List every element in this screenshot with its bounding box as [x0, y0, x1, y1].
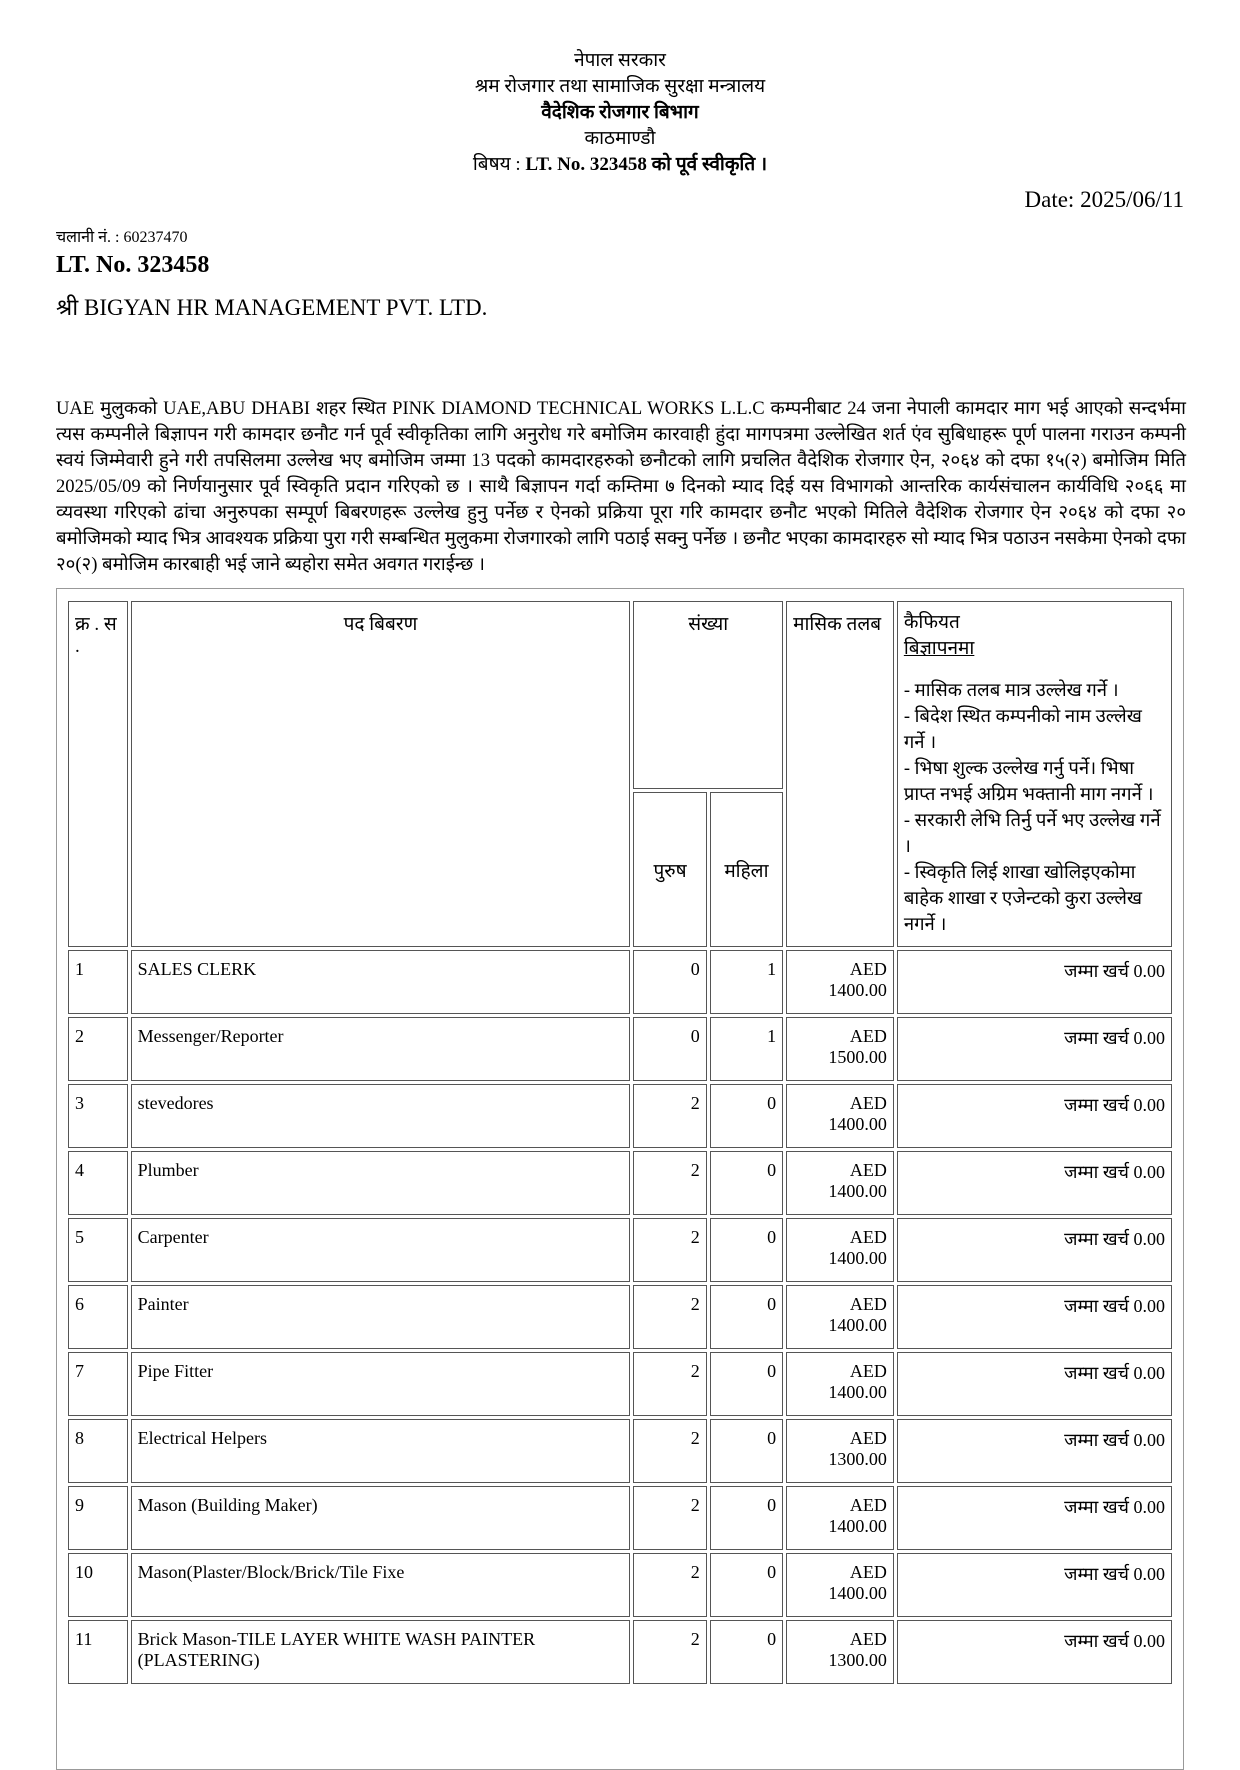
cell-male: 2	[633, 1084, 706, 1148]
subject-title: LT. No. 323458 को पूर्व स्वीकृति ।	[525, 154, 768, 175]
cell-male: 2	[633, 1151, 706, 1215]
col-header-remarks	[897, 601, 1172, 947]
salary-currency: AED	[849, 1629, 887, 1649]
dispatch-number: चलानी नं. : 60237470	[56, 229, 188, 246]
table-row	[68, 1486, 1172, 1550]
header-subject	[0, 152, 1240, 178]
cell-male: 0	[633, 950, 706, 1014]
table-row	[68, 1553, 1172, 1617]
cell-remark: जम्मा खर्च 0.00	[897, 1553, 1172, 1617]
col-header-sn: क्र . स .	[68, 601, 128, 947]
cell-post: Painter	[131, 1285, 631, 1349]
remarks-note: - सरकारी लेभि तिर्नु पर्ने भए उल्लेख गर्ने ।	[903, 811, 1161, 857]
cell-male: 2	[633, 1553, 706, 1617]
table-row	[68, 1620, 1172, 1684]
cell-post: stevedores	[131, 1084, 631, 1148]
salary-amount: 1400.00	[828, 1181, 887, 1201]
cell-remark: जम्मा खर्च 0.00	[897, 1352, 1172, 1416]
col-header-post: पद बिबरण	[131, 601, 631, 947]
col-header-count: संख्या	[633, 601, 783, 789]
cell-remark: जम्मा खर्च 0.00	[897, 1486, 1172, 1550]
cell-salary	[786, 950, 894, 1014]
cell-female: 0	[710, 1352, 783, 1416]
cell-male: 2	[633, 1486, 706, 1550]
salary-amount: 1400.00	[828, 1382, 887, 1402]
letter-date: Date: 2025/06/11	[1024, 187, 1184, 212]
cell-post: Plumber	[131, 1151, 631, 1215]
addressee: श्री BIGYAN HR MANAGEMENT PVT. LTD.	[56, 295, 488, 320]
salary-currency: AED	[849, 1160, 887, 1180]
cell-female: 1	[710, 1017, 783, 1081]
cell-remark: जम्मा खर्च 0.00	[897, 950, 1172, 1014]
cell-post: Pipe Fitter	[131, 1352, 631, 1416]
cell-female: 0	[710, 1419, 783, 1483]
cell-sn: 1	[68, 950, 128, 1014]
salary-currency: AED	[849, 1562, 887, 1582]
cell-female: 1	[710, 950, 783, 1014]
salary-amount: 1400.00	[828, 1248, 887, 1268]
cell-sn: 4	[68, 1151, 128, 1215]
cell-remark: जम्मा खर्च 0.00	[897, 1285, 1172, 1349]
col-header-female: महिला	[710, 792, 783, 947]
cell-post: Mason(Plaster/Block/Brick/Tile Fixe	[131, 1553, 631, 1617]
jobs-table	[65, 598, 1175, 1687]
cell-remark: जम्मा खर्च 0.00	[897, 1084, 1172, 1148]
remarks-note: - स्विकृति लिई शाखा खोलिइएकोमा बाहेक शाखा र एजेन्टको कुरा उल्लेख नगर्ने ।	[903, 863, 1143, 935]
cell-sn: 5	[68, 1218, 128, 1282]
salary-currency: AED	[849, 1093, 887, 1113]
cell-male: 2	[633, 1620, 706, 1684]
cell-sn: 2	[68, 1017, 128, 1081]
salary-amount: 1400.00	[828, 980, 887, 1000]
header-government: नेपाल सरकार	[574, 50, 666, 71]
cell-sn: 9	[68, 1486, 128, 1550]
cell-male: 2	[633, 1419, 706, 1483]
cell-female: 0	[710, 1553, 783, 1617]
cell-salary	[786, 1486, 894, 1550]
cell-salary	[786, 1151, 894, 1215]
salary-currency: AED	[849, 1026, 887, 1046]
header-city: काठमाण्डौ	[584, 128, 656, 149]
cell-salary	[786, 1218, 894, 1282]
cell-female: 0	[710, 1084, 783, 1148]
table-row	[68, 1419, 1172, 1483]
cell-post: Messenger/Reporter	[131, 1017, 631, 1081]
cell-salary	[786, 1553, 894, 1617]
cell-post: Brick Mason-TILE LAYER WHITE WASH PAINTER (PLASTERING)	[131, 1620, 631, 1684]
cell-salary	[786, 1620, 894, 1684]
salary-amount: 1500.00	[828, 1047, 887, 1067]
cell-post: SALES CLERK	[131, 950, 631, 1014]
cell-remark: जम्मा खर्च 0.00	[897, 1419, 1172, 1483]
header-ministry: श्रम रोजगार तथा सामाजिक सुरक्षा मन्त्रालय	[474, 76, 766, 97]
cell-remark: जम्मा खर्च 0.00	[897, 1017, 1172, 1081]
salary-currency: AED	[849, 1361, 887, 1381]
cell-remark: जम्मा खर्च 0.00	[897, 1218, 1172, 1282]
salary-currency: AED	[849, 959, 887, 979]
salary-amount: 1300.00	[828, 1650, 887, 1670]
cell-salary	[786, 1285, 894, 1349]
col-header-salary: मासिक तलब	[786, 601, 894, 947]
cell-male: 0	[633, 1017, 706, 1081]
cell-salary	[786, 1419, 894, 1483]
cell-female: 0	[710, 1486, 783, 1550]
cell-sn: 3	[68, 1084, 128, 1148]
table-row	[68, 1352, 1172, 1416]
remarks-subtitle: बिज्ञापनमा	[903, 638, 975, 659]
letter-body: UAE मुलुकको UAE,ABU DHABI शहर स्थित PINK DIAMOND TECHNICAL WORKS L.L.C कम्पनीबाट 24 जना नेपाली कामदार माग भई आएको सन्दर्भमा त्यस कम्पनीले बिज्ञापन गरी कामदार छनौट गर्न पूर्व स्वीकृतिका लागि अनुरोध गरे बमोजिम कारवाही हुंदा मागपत्रमा उल्लेखित शर्त एंव सुबिधाहरू पूर्ण पालना गराउन कम्पनी स्वयं जिम्मेवारी हुने गरी तपसिलमा उल्लेख भए बमोजिम जम्मा 13 पदको कामदारहरुको छनौटको लागि प्रचलित वैदेशिक रोजगार ऐन, २०६४ को दफा १५(२) बमोजिम मिति 2025/05/09 को निर्णयानुसार पूर्व स्विकृति प्रदान गरिएको छ । साथै बिज्ञापन गर्दा कम्तिमा ७ दिनको म्याद दिई यस विभागको आन्तरिक कार्यसंचालन कार्यविधि २०६६ मा व्यवस्था गरिएको ढांचा अनुरुपका सम्पूर्ण बिबरणहरू उल्लेख हुनु पर्नेछ र ऐनको प्रक्रिया पूरा गरि कामदार छनौट भएको मितिले वैदेशिक रोजगार ऐन २०६४ को दफा २० बमोजिमको म्याद भित्र आवश्यक प्रक्रिया पुरा गरी सम्बन्धित मुलुकमा रोजगारको लागि पठाई सक्नु पर्नेछ । छनौट भएका कामदारहरु सो म्याद भित्र पठाउन नसकेमा ऐनको दफा २०(२) बमोजिम कारबाही भई जाने ब्यहोरा समेत अवगत गराईन्छ ।	[56, 398, 1186, 575]
cell-sn: 10	[68, 1553, 128, 1617]
remarks-note: - भिषा शुल्क उल्लेख गर्नु पर्ने। भिषा प्राप्त नभई अग्रिम भक्तानी माग नगर्ने ।	[903, 759, 1154, 805]
salary-amount: 1400.00	[828, 1114, 887, 1134]
remarks-notes	[904, 678, 1165, 938]
cell-female: 0	[710, 1218, 783, 1282]
header-department: वैदेशिक रोजगार बिभाग	[541, 102, 699, 123]
remarks-note: - बिदेश स्थित कम्पनीको नाम उल्लेख गर्ने ।	[903, 707, 1142, 753]
salary-currency: AED	[849, 1294, 887, 1314]
remarks-note: - मासिक तलब मात्र उल्लेख गर्ने ।	[903, 681, 1119, 701]
cell-sn: 11	[68, 1620, 128, 1684]
salary-currency: AED	[849, 1227, 887, 1247]
cell-post: Carpenter	[131, 1218, 631, 1282]
cell-remark: जम्मा खर्च 0.00	[897, 1151, 1172, 1215]
cell-sn: 7	[68, 1352, 128, 1416]
cell-sn: 8	[68, 1419, 128, 1483]
cell-post: Electrical Helpers	[131, 1419, 631, 1483]
cell-salary	[786, 1352, 894, 1416]
table-row	[68, 1151, 1172, 1215]
cell-post: Mason (Building Maker)	[131, 1486, 631, 1550]
subject-prefix: बिषय :	[472, 154, 526, 175]
salary-amount: 1400.00	[828, 1516, 887, 1536]
table-row	[68, 1017, 1172, 1081]
cell-male: 2	[633, 1218, 706, 1282]
salary-currency: AED	[849, 1495, 887, 1515]
cell-female: 0	[710, 1285, 783, 1349]
cell-remark: जम्मा खर्च 0.00	[897, 1620, 1172, 1684]
remarks-title: कैफियत	[903, 612, 960, 633]
table-row	[68, 1285, 1172, 1349]
salary-currency: AED	[849, 1428, 887, 1448]
cell-salary	[786, 1084, 894, 1148]
table-row	[68, 950, 1172, 1014]
table-row	[68, 1084, 1172, 1148]
cell-sn: 6	[68, 1285, 128, 1349]
letter-header	[0, 48, 1240, 178]
lt-number: LT. No. 323458	[56, 252, 210, 278]
cell-female: 0	[710, 1620, 783, 1684]
salary-amount: 1400.00	[828, 1583, 887, 1603]
cell-salary	[786, 1017, 894, 1081]
table-row	[68, 1218, 1172, 1282]
cell-male: 2	[633, 1352, 706, 1416]
cell-female: 0	[710, 1151, 783, 1215]
cell-male: 2	[633, 1285, 706, 1349]
salary-amount: 1300.00	[828, 1449, 887, 1469]
col-header-male: पुरुष	[633, 792, 706, 947]
salary-amount: 1400.00	[828, 1315, 887, 1335]
